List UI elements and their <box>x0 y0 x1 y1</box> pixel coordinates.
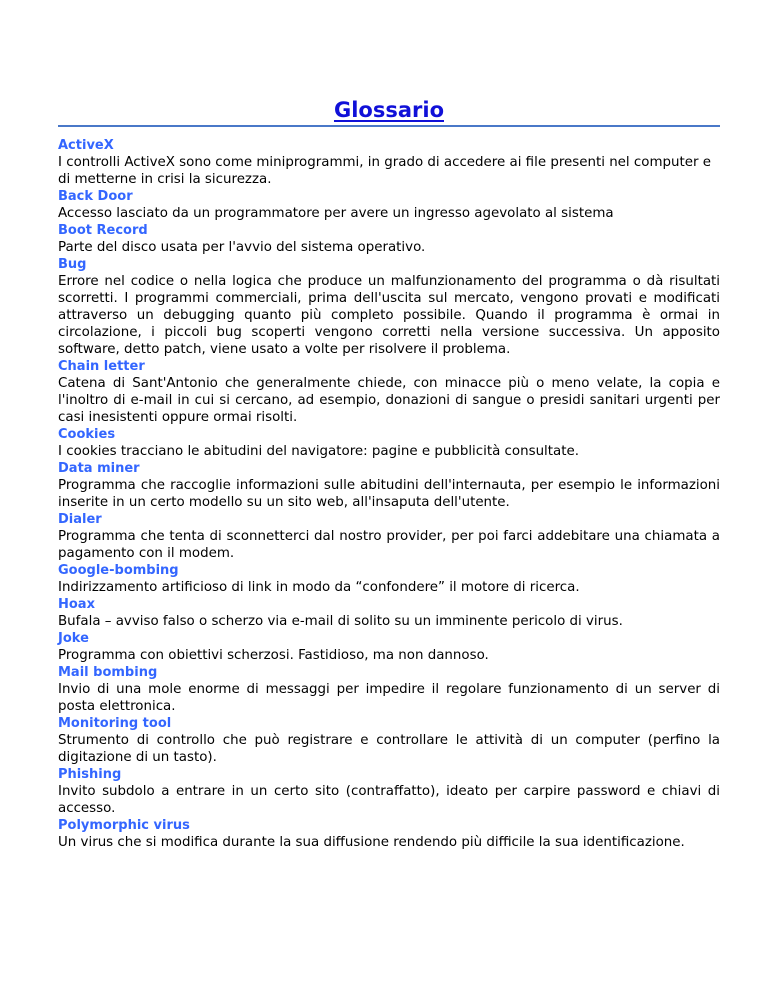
glossary-definition: I controlli ActiveX sono come miniprogrammi, in grado di accedere ai file presenti nel computer e di metterne in crisi la sicurezza. <box>58 155 711 187</box>
glossary-definition: Errore nel codice o nella logica che produce un malfunzionamento del programma o dà risultati scorretti. I programmi commerciali, prima dell'uscita sul mercato, vengono provati e modificati attraverso un debugging quanto più completo possibile. Quando il programma è ormai in circolazione, i piccoli bug scoperti vengono corretti nella versione successiva. Un apposito software, detto patch, viene usato a volte per risolvere il problema. <box>58 274 720 357</box>
glossary-entry <box>58 460 720 511</box>
glossary-term: Mail bombing <box>58 665 158 680</box>
glossary-term: Monitoring tool <box>58 716 172 731</box>
glossary-definition: Un virus che si modifica durante la sua diffusione rendendo più difficile la sua identificazione. <box>58 835 685 850</box>
glossary-entry <box>58 766 720 817</box>
glossary-definition: Catena di Sant'Antonio che generalmente chiede, con minacce più o meno velate, la copia e l'inoltro di e-mail in cui si cercano, ad esempio, donazioni di sangue o presidi sanitari urgenti per casi inesistenti oppure ormai risolti. <box>58 376 720 425</box>
glossary-term: Google-bombing <box>58 563 179 578</box>
glossary-definition: Invio di una mole enorme di messaggi per impedire il regolare funzionamento di un server di posta elettronica. <box>58 682 720 714</box>
glossary-definition: Accesso lasciato da un programmatore per avere un ingresso agevolato al sistema <box>58 206 614 221</box>
page-title: Glossario <box>333 98 444 122</box>
glossary-term: Cookies <box>58 427 116 442</box>
glossary-entry <box>58 596 720 630</box>
glossary-entry <box>58 358 720 426</box>
glossary-entry <box>58 426 720 460</box>
glossary-term: ActiveX <box>58 138 114 153</box>
glossary-definition: Invito subdolo a entrare in un certo sito (contraffatto), ideato per carpire password e chiavi di accesso. <box>58 784 720 816</box>
glossary-term: Polymorphic virus <box>58 818 190 833</box>
glossary-term: Data miner <box>58 461 140 476</box>
glossary-definition: Indirizzamento artificioso di link in modo da “confondere” il motore di ricerca. <box>58 580 580 595</box>
glossary-entry <box>58 256 720 358</box>
glossary-entry <box>58 664 720 715</box>
document-page <box>58 97 720 851</box>
glossary-term: Back Door <box>58 189 133 204</box>
glossary-definition: Strumento di controllo che può registrare e controllare le attività di un computer (perfino la digitazione di un tasto). <box>58 733 720 765</box>
glossary-term: Joke <box>58 631 89 646</box>
glossary-entry <box>58 630 720 664</box>
glossary-entry <box>58 817 720 851</box>
glossary-entry <box>58 562 720 596</box>
glossary-entry <box>58 137 720 188</box>
glossary-definition: Programma con obiettivi scherzosi. Fastidioso, ma non dannoso. <box>58 648 489 663</box>
glossary-term: Phishing <box>58 767 122 782</box>
glossary-term: Boot Record <box>58 223 148 238</box>
glossary-entry <box>58 222 720 256</box>
title-rule <box>58 97 720 127</box>
glossary-definition: Bufala – avviso falso o scherzo via e-mail di solito su un imminente pericolo di virus. <box>58 614 623 629</box>
glossary-term: Dialer <box>58 512 102 527</box>
glossary-term: Bug <box>58 257 87 272</box>
glossary-entry <box>58 511 720 562</box>
glossary-entry <box>58 715 720 766</box>
glossary-entry <box>58 188 720 222</box>
glossary-list <box>58 137 720 851</box>
glossary-term: Chain letter <box>58 359 145 374</box>
glossary-definition: Programma che raccoglie informazioni sulle abitudini dell'internauta, per esempio le informazioni inserite in un certo modello su un sito web, all'insaputa dell'utente. <box>58 478 720 510</box>
glossary-definition: I cookies tracciano le abitudini del navigatore: pagine e pubblicità consultate. <box>58 444 579 459</box>
glossary-definition: Programma che tenta di sconnetterci dal nostro provider, per poi farci addebitare una chiamata a pagamento con il modem. <box>58 529 720 561</box>
glossary-definition: Parte del disco usata per l'avvio del sistema operativo. <box>58 240 426 255</box>
glossary-term: Hoax <box>58 597 95 612</box>
